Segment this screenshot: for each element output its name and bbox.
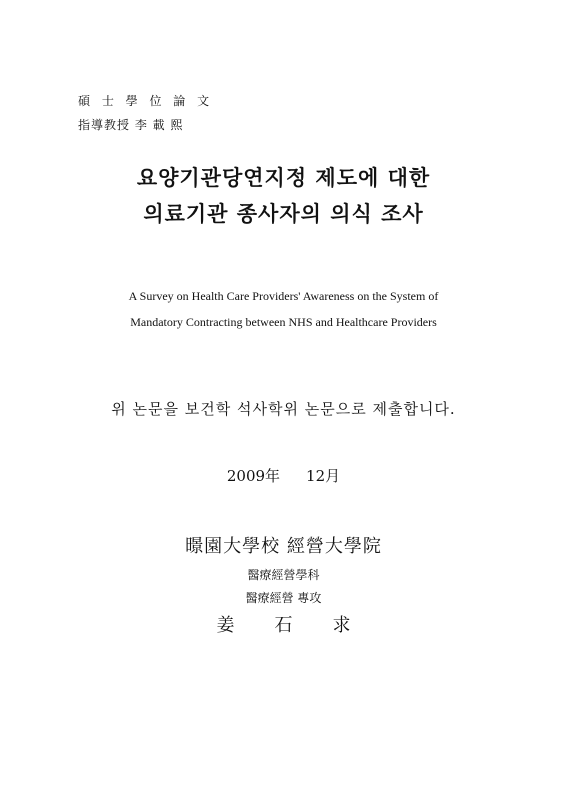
author-char-1: 姜 xyxy=(216,615,235,636)
author-name xyxy=(0,611,567,637)
major-name: 醫療經營 專攻 xyxy=(245,591,322,605)
author-char-3: 求 xyxy=(332,615,351,636)
date-year: 2009年 xyxy=(226,467,281,485)
korean-title-line-1: 요양기관당연지정 제도에 대한 xyxy=(136,166,431,190)
school-name: 暻園大學校 經營大學院 xyxy=(185,536,382,557)
korean-title-line-2: 의료기관 종사자의 의식 조사 xyxy=(143,202,424,226)
author-char-2: 石 xyxy=(274,615,293,636)
english-title-line-2: Mandatory Contracting between NHS and Healthcare Providers xyxy=(130,315,437,329)
department-name: 醫療經營學科 xyxy=(247,568,320,582)
date-month: 12月 xyxy=(306,467,341,485)
degree-line: 碩 士 學 位 論 文 xyxy=(78,94,214,108)
submission-statement: 위 논문을 보건학 석사학위 논문으로 제출합니다. xyxy=(111,400,456,418)
submission-date xyxy=(0,465,567,486)
english-title-line-1: A Survey on Health Care Providers' Awareness on the System of xyxy=(128,289,439,303)
advisor-line: 指導教授 李 載 熙 xyxy=(78,118,184,132)
